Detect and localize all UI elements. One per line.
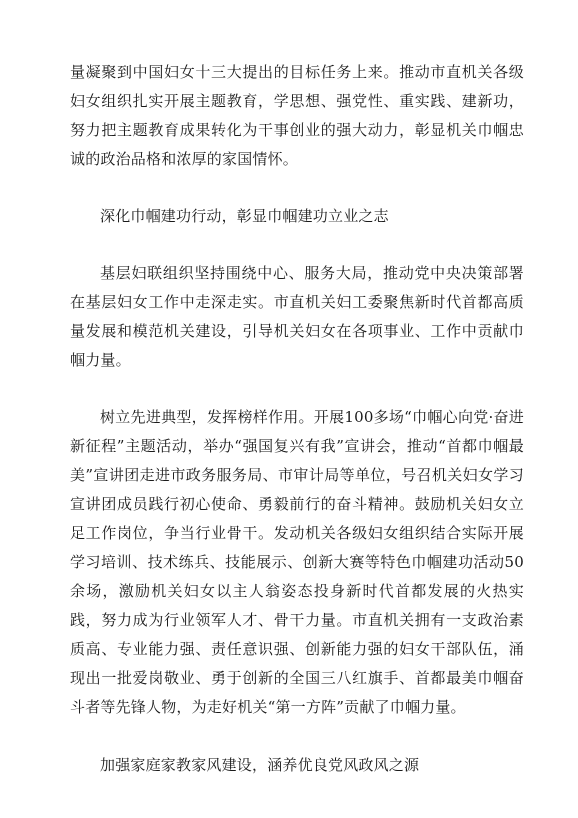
paragraph-role-models: 树立先进典型，发挥榜样作用。开展100多场“巾帼心向党·奋进新征程”主题活动，举办“强国复兴有我”宣讲会，推动“首都巾帼最美”宣讲团走进市政务服务局、市审计局等单位，号召机关妇女学习宣讲团成员践行初心使命、勇毅前行的奋斗精神。鼓励机关妇女立足工作岗位，争当行业骨干。发动机关各级妇女组织结合实际开展学习培训、技术练兵、技能展示、创新大赛等特色巾帼建功活动50余场，激励机关妇女以主人翁姿态投身新时代首都发展的火热实践，努力成为行业领军人才、骨干力量。市直机关拥有一支政治素质高、专业能力强、责任意识强、创新能力强的妇女干部队伍，涌现出一批爱岗敬业、勇于创新的全国三八红旗手、首都最美巾帼奋斗者等先锋人物，为走好机关“第一方阵”贡献了巾帼力量。 xyxy=(70,408,524,716)
section-heading-women-achievement: 深化巾帼建功行动，彰显巾帼建功立业之志 xyxy=(100,207,389,225)
paragraph-grassroots: 基层妇联组织坚持围绕中心、服务大局，推动党中央决策部署在基层妇女工作中走深走实。市直机关妇工委聚焦新时代首都高质量发展和模范机关建设，引导机关妇女在各项事业、工作中贡献巾帼力量。 xyxy=(70,264,524,369)
paragraph-gap xyxy=(70,231,524,259)
paragraph-continuation: 量凝聚到中国妇女十三大提出的目标任务上来。推动市直机关各级妇女组织扎实开展主题教育，学思想、强党性、重实践、建新功，努力把主题教育成果转化为干事创业的强大动力，彰显机关巾帼忠诚的政治品格和浓厚的家国情怀。 xyxy=(70,63,524,168)
paragraph-gap xyxy=(70,722,524,751)
paragraph-gap xyxy=(70,375,524,403)
paragraph-gap xyxy=(70,174,524,202)
section-heading-family-values: 加强家庭家教家风建设，涵养优良党风政风之源 xyxy=(100,756,420,774)
